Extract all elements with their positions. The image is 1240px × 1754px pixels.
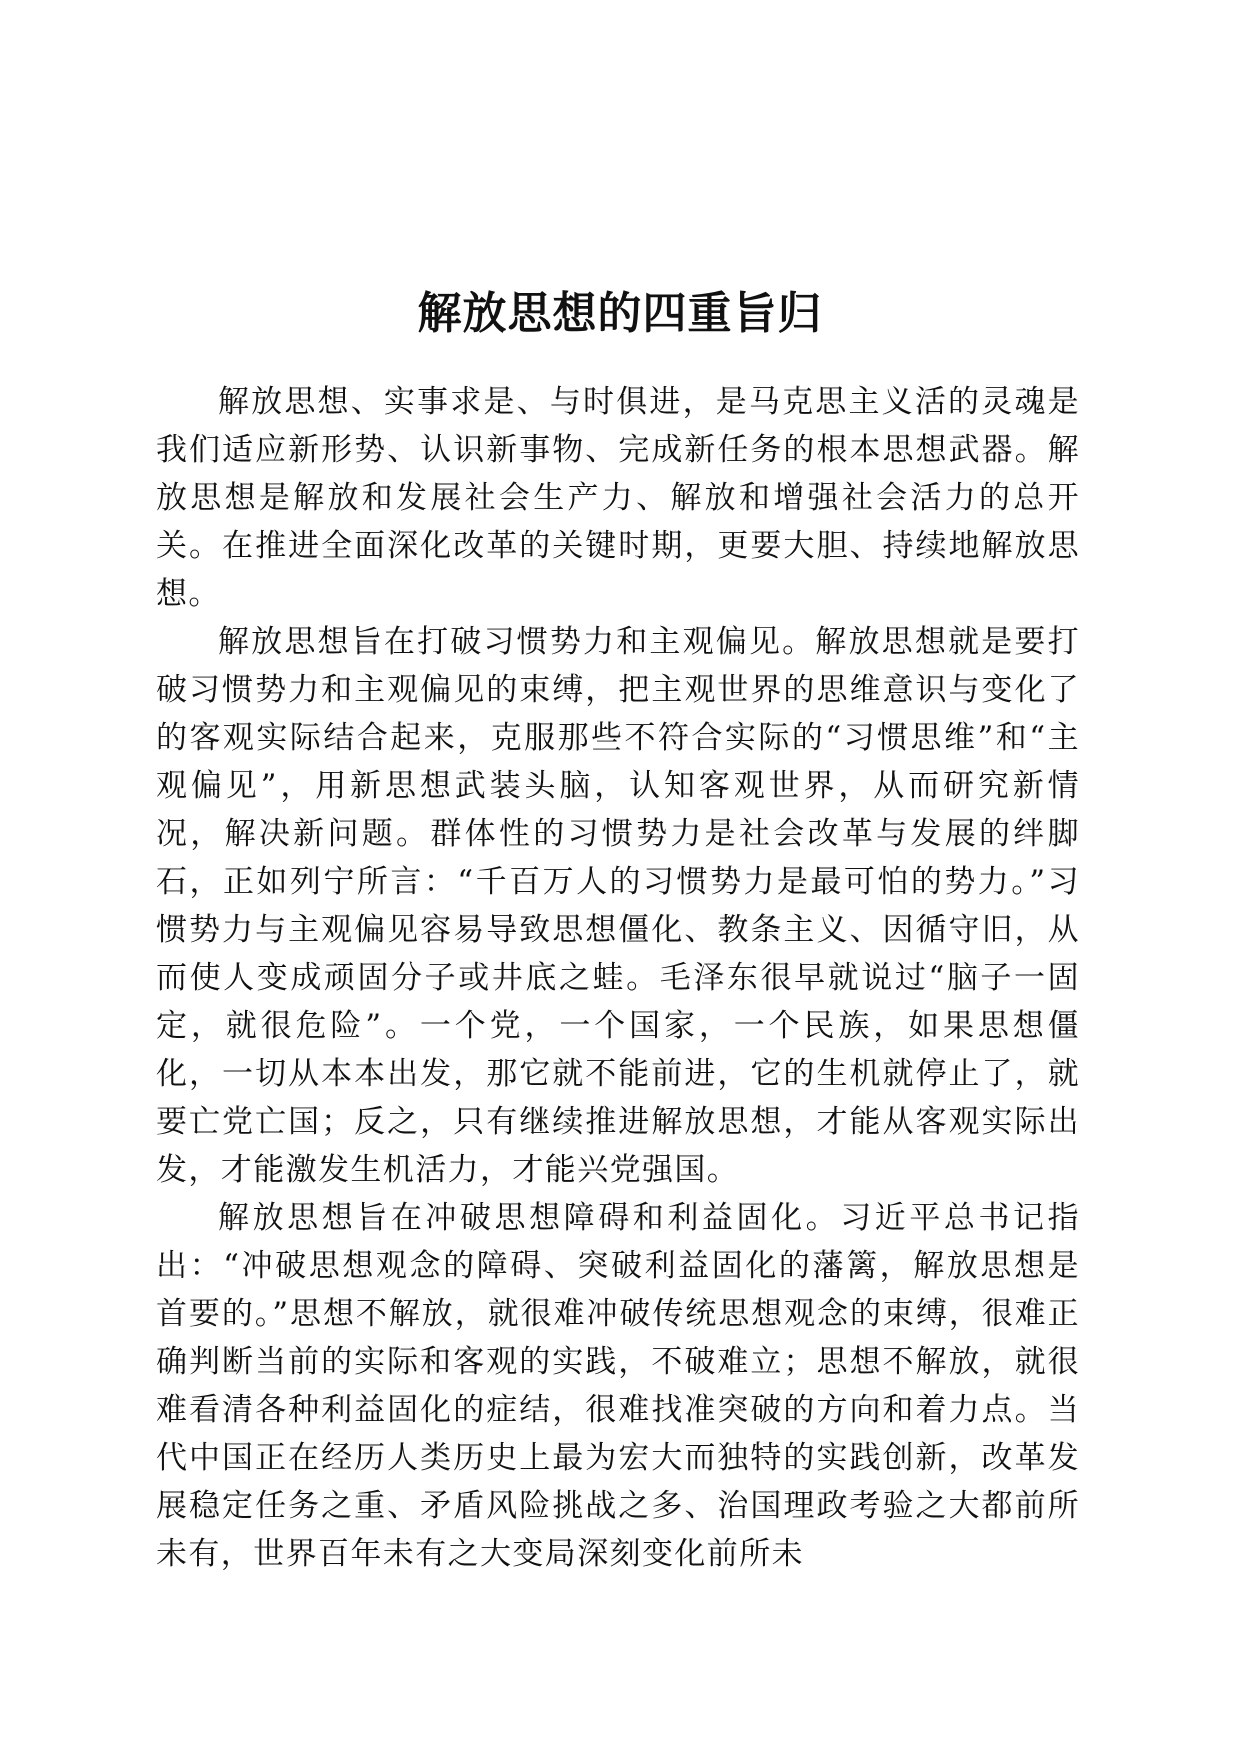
paragraph-2: 解放思想旨在打破习惯势力和主观偏见。解放思想就是要打破习惯势力和主观偏见的束缚，把主观世界的思维意识与变化了的客观实际结合起来，克服那些不符合实际的“习惯思维”和“主观偏见”，用新思想武装头脑，认知客观世界，从而研究新情况，解决新问题。群体性的习惯势力是社会改革与发展的绊脚石，正如列宁所言：“千百万人的习惯势力是最可怕的势力。”习惯势力与主观偏见容易导致思想僵化、教条主义、因循守旧，从而使人变成顽固分子或井底之蛙。毛泽东很早就说过“脑子一固定，就很危险”。一个党，一个国家，一个民族，如果思想僵化，一切从本本出发，那它就不能前进，它的生机就停止了，就要亡党亡国；反之，只有继续推进解放思想，才能从客观实际出发，才能激发生机活力，才能兴党强国。 [156, 624, 1080, 1188]
document-title: 解放思想的四重旨归 [417, 288, 823, 340]
paragraph-1: 解放思想、实事求是、与时俱进，是马克思主义活的灵魂是我们适应新形势、认识新事物、完成新任务的根本思想武器。解放思想是解放和发展社会生产力、解放和增强社会活力的总开关。在推进全面深化改革的关键时期，更要大胆、持续地解放思想。 [156, 384, 1080, 612]
document-body [156, 378, 1080, 1578]
paragraph-3: 解放思想旨在冲破思想障碍和利益固化。习近平总书记指出：“冲破思想观念的障碍、突破利益固化的藩篱，解放思想是首要的。”思想不解放，就很难冲破传统思想观念的束缚，很难正确判断当前的实际和客观的实践，不破难立；思想不解放，就很难看清各种利益固化的症结，很难找准突破的方向和着力点。当代中国正在经历人类历史上最为宏大而独特的实践创新，改革发展稳定任务之重、矛盾风险挑战之多、治国理政考验之大都前所未有，世界百年未有之大变局深刻变化前所未 [156, 1200, 1080, 1572]
